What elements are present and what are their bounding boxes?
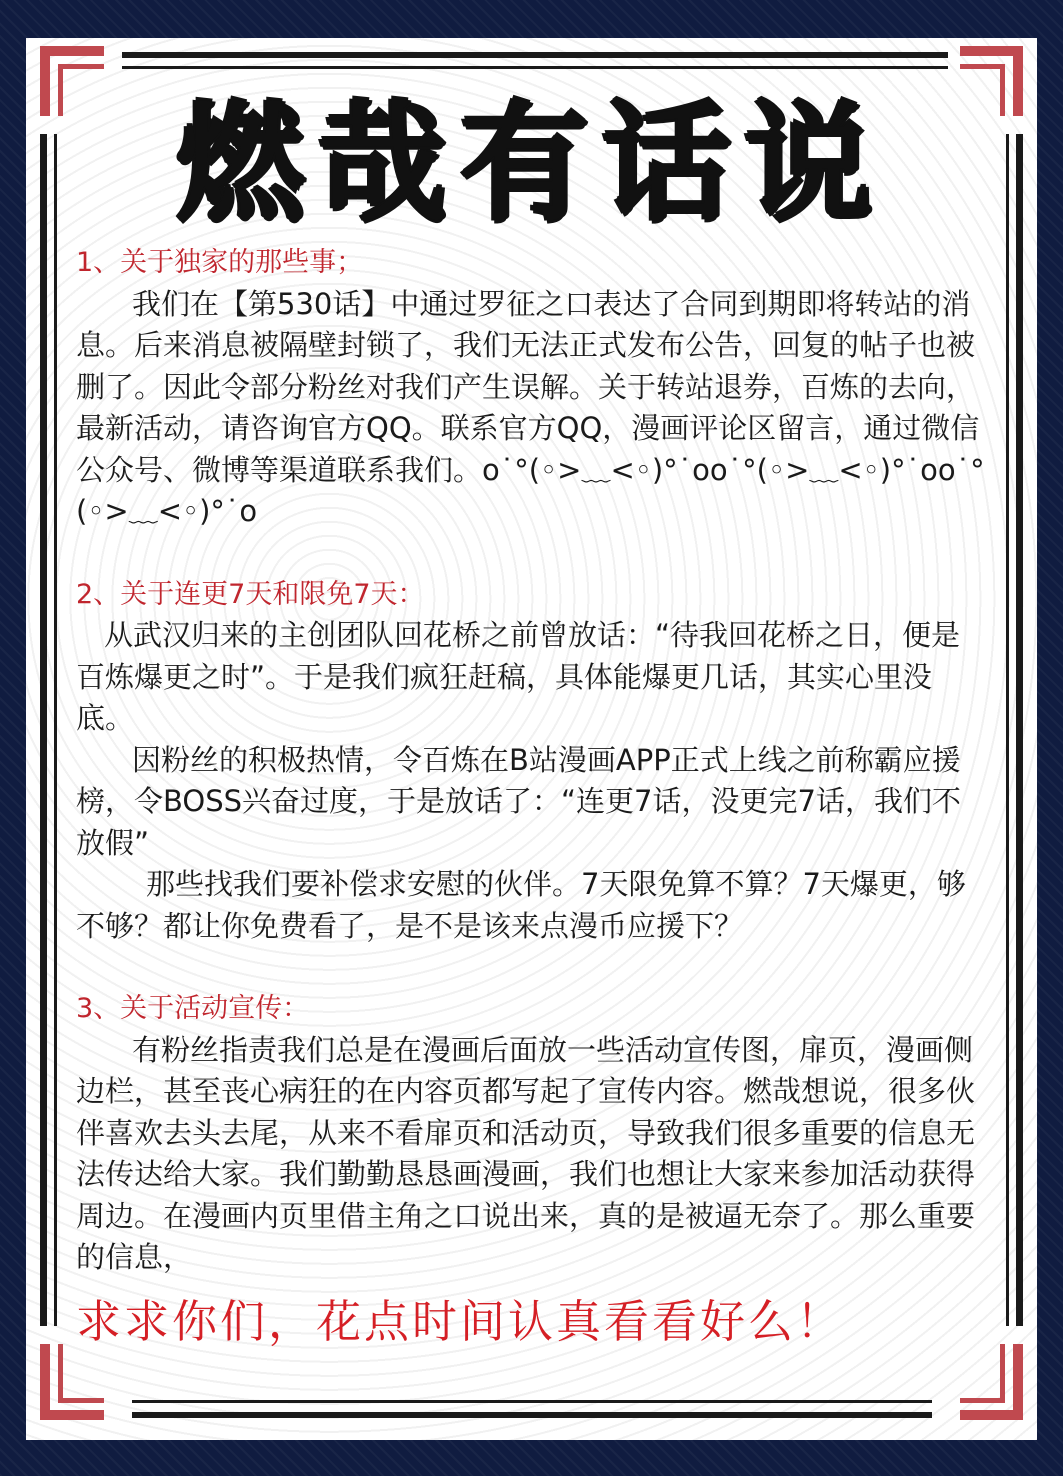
closing-plea: 求求你们，花点时间认真看看好么！ (76, 1295, 845, 1348)
frame-bar-left (40, 134, 47, 1326)
frame-bar-right-inner (1006, 134, 1009, 1326)
section-2-heading: 2、关于连更7天和限免7天： (76, 578, 425, 610)
frame-bar-top-inner (122, 66, 948, 69)
frame-bar-top (122, 52, 948, 58)
section-2-paragraph-3: 那些找我们要补偿求安慰的伙伴。7天限免算不算？7天爆更，够不够？都让你免费看了，是不是该来点漫币应援下？ (76, 867, 966, 943)
frame-bar-bottom-inner (132, 1400, 932, 1403)
frame-bar-bottom (132, 1412, 932, 1418)
section-1-heading: 1、关于独家的那些事； (76, 247, 364, 278)
section-2-paragraph-1: 从武汉归来的主创团队回花桥之前曾放话：“待我回花桥之日，便是百炼爆更之时”。于是我们疯狂赶稿，具体能爆更几话，其实心里没底。 (76, 618, 961, 735)
frame-bar-left-inner (54, 134, 57, 1326)
section-3-paragraph: 有粉丝指责我们总是在漫画后面放一些活动宣传图，扉页，漫画侧边栏，甚至丧心病狂的在内容页都写起了宣传内容。燃哉想说，很多伙伴喜欢去头去尾，从来不看扉页和活动页，导致我们很多重要的信息无法传达给大家。我们勤勤恳恳画漫画，我们也想让大家来参加活动获得周边。在漫画内页里借主角之口说出来，真的是被逼无奈了。那么重要的信息， (76, 1032, 976, 1274)
frame-bar-right (1016, 134, 1023, 1326)
poster-title: 燃哉有话说 (176, 90, 887, 239)
poster-body (76, 242, 988, 1279)
section-3-heading: 3、关于活动宣传： (76, 993, 310, 1024)
section-1-paragraph: 我们在【第530话】中通过罗征之口表达了合同到期即将转站的消息。后来消息被隔壁封锁了，我们无法正式发布公告，回复的帖子也被删了。因此令部分粉丝对我们产生误解。关于转站退券，百炼的去向，最新活动，请咨询官方QQ。联系官方QQ，漫画评论区留言，通过微信公众号、微博等渠道联系我们。o˙°(◦>﹏<◦)°˙oo˙°(◦>﹏<◦)°˙oo˙°(◦>﹏<◦)°˙o (76, 286, 985, 528)
section-2-paragraph-2: 因粉丝的积极热情，令百炼在B站漫画APP正式上线之前称霸应援榜，令BOSS兴奋过度，于是放话了：“连更7话，没更完7话，我们不放假” (76, 742, 961, 860)
